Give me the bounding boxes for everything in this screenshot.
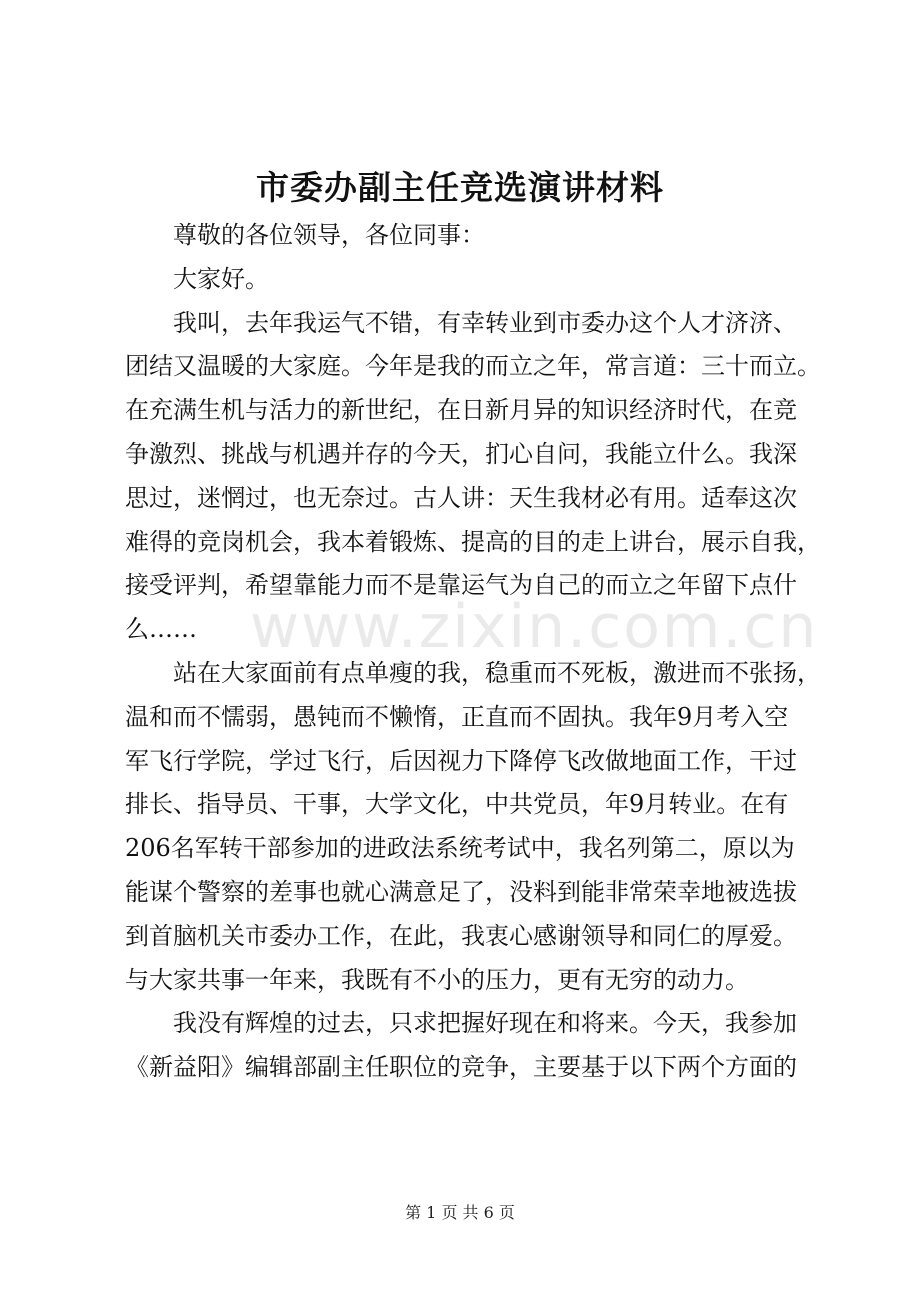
paragraph-line: 《新益阳》编辑部副主任职位的竞争，主要基于以下两个方面的 <box>125 1053 797 1082</box>
paragraph-line: 排长、指导员、干事，大学文化，中共党员，年9月转业。在有 <box>125 790 789 819</box>
paragraph-line: 与大家共事一年来，我既有不小的压力，更有无穷的动力。 <box>125 965 749 994</box>
paragraph-salutation <box>125 214 805 258</box>
paragraph-line: 么…… <box>125 615 197 644</box>
paragraph-introduction <box>125 302 821 652</box>
paragraph-line: 团结又温暖的大家庭。今年是我的而立之年，常言道：三十而立。 <box>125 352 821 381</box>
paragraph-line: 大家好。 <box>173 264 269 293</box>
paragraph-line: 接受评判，希望靠能力而不是靠运气为自己的而立之年留下点什 <box>125 571 797 600</box>
paragraph-line: 我没有辉煌的过去，只求把握好现在和将来。今天，我参加 <box>173 1009 797 1038</box>
paragraph-background <box>125 652 821 1002</box>
paragraph-line: 站在大家面前有点单瘦的我，稳重而不死板，激进而不张扬， <box>173 658 821 687</box>
paragraph-line: 206名军转干部参加的进政法系统考试中，我名列第二，原以为 <box>125 834 795 863</box>
paragraph-line: 难得的竞岗机会，我本着锻炼、提高的目的走上讲台，展示自我， <box>125 527 821 556</box>
paragraph-line: 我叫，去年我运气不错，有幸转业到市委办这个人才济济、 <box>173 308 797 337</box>
paragraph-line: 在充满生机与活力的新世纪，在日新月异的知识经济时代，在竞 <box>125 396 797 425</box>
watermark: www.zixin.com.cn <box>250 592 819 662</box>
paragraph-line: 尊敬的各位领导，各位同事： <box>173 221 485 249</box>
paragraph-line: 争激烈、挑战与机遇并存的今天，扪心自问，我能立什么。我深 <box>125 439 797 468</box>
document-body <box>125 214 821 1090</box>
paragraph-line: 军飞行学院，学过飞行，后因视力下降停飞改做地面工作，干过 <box>125 746 797 775</box>
paragraph-line: 能谋个警察的差事也就心满意足了，没料到能非常荣幸地被选拔 <box>125 877 797 906</box>
paragraph-line: 到首脑机关市委办工作，在此，我衷心感谢领导和同仁的厚爱。 <box>125 921 797 950</box>
page-title: 市委办副主任竞选演讲材料 <box>256 168 664 207</box>
paragraph-motivation <box>125 1002 805 1090</box>
paragraph-line: 思过，迷惘过，也无奈过。古人讲：天生我材必有用。适奉这次 <box>125 483 797 512</box>
page-footer: 第 1 页 共 6 页 <box>405 1203 515 1222</box>
paragraph-greeting <box>125 258 805 302</box>
paragraph-line: 温和而不懦弱，愚钝而不懒惰，正直而不固执。我年9月考入空 <box>125 702 789 731</box>
